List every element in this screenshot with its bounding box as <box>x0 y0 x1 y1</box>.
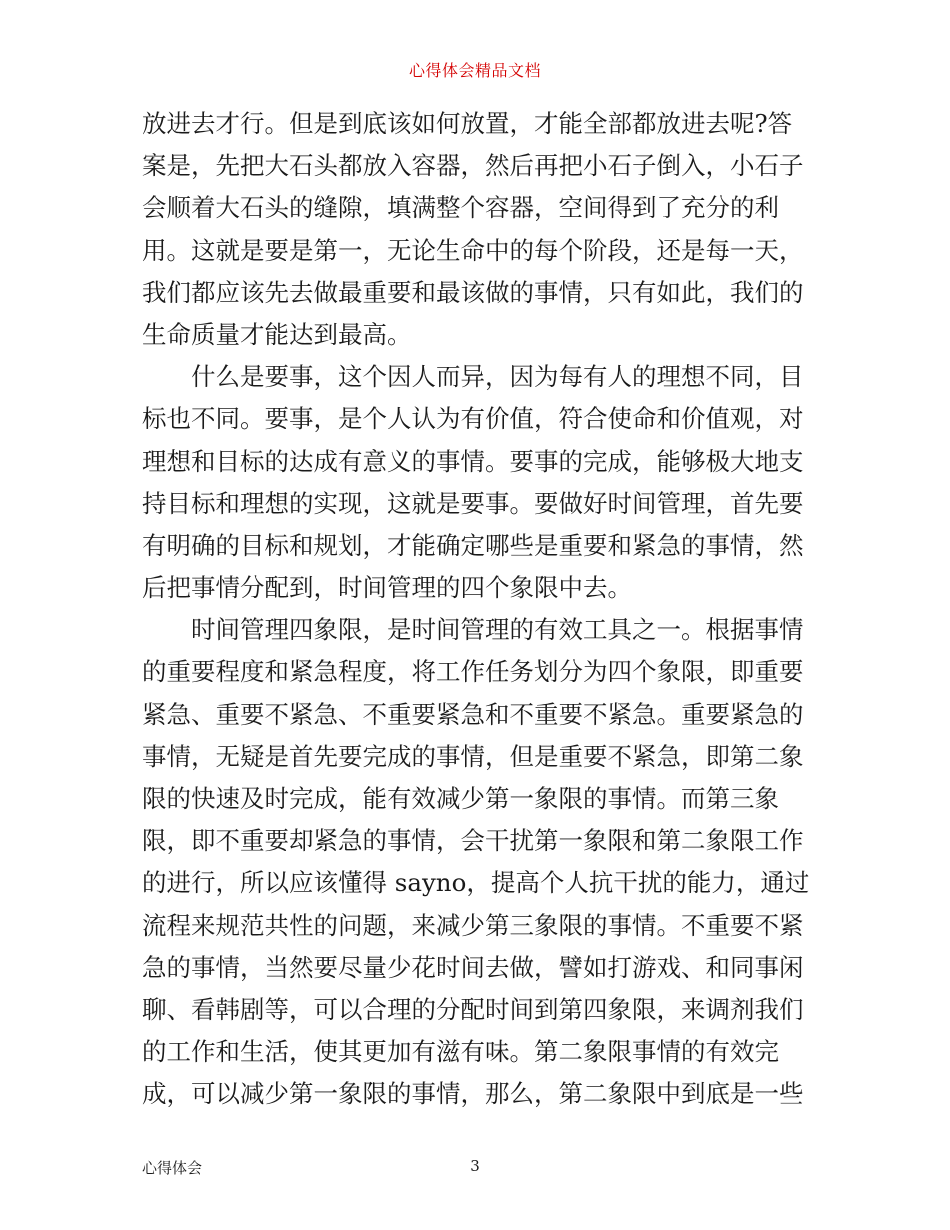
text-line: 持目标和理想的实现，这就是要事。要做好时间管理，首先要 <box>142 488 804 518</box>
text-line: 会顺着大石头的缝隙，填满整个容器，空间得到了充分的利 <box>142 193 779 223</box>
text-line: 标也不同。要事，是个人认为有价值，符合使命和价值观，对 <box>142 404 804 434</box>
text-line: 时间管理四象限，是时间管理的有效工具之一。根据事情 <box>142 615 804 645</box>
document-body <box>142 103 810 1116</box>
text-line: 的重要程度和紧急程度，将工作任务划分为四个象限，即重要 <box>142 657 804 687</box>
text-line: 放进去才行。但是到底该如何放置，才能全部都放进去呢?答 <box>142 109 793 138</box>
document-header: 心得体会精品文档 <box>408 61 541 80</box>
text-line: 限的快速及时完成，能有效减少第一象限的事情。而第三象 <box>142 784 779 813</box>
text-line: 的工作和生活，使其更加有滋有味。第二象限事情的有效完 <box>142 1037 779 1067</box>
text-line: 后把事情分配到，时间管理的四个象限中去。 <box>142 573 632 603</box>
text-line: 聊、看韩剧等，可以合理的分配时间到第四象限，来调剂我们 <box>142 994 804 1024</box>
footer-label: 心得体会 <box>142 1159 203 1177</box>
text-line: 有明确的目标和规划，才能确定哪些是重要和紧急的事情，然 <box>142 530 804 560</box>
text-line: 案是，先把大石头都放入容器，然后再把小石子倒入，小石子 <box>142 151 804 181</box>
text-line: 限，即不重要却紧急的事情，会干扰第一象限和第二象限工作 <box>142 826 804 856</box>
text-line: 我们都应该先去做最重要和最该做的事情，只有如此，我们的 <box>142 277 804 307</box>
text-line: 的进行，所以应该懂得 sayno，提高个人抗干扰的能力，通过 <box>142 868 810 898</box>
text-line: 成，可以减少第一象限的事情，那么，第二象限中到底是一些 <box>142 1079 804 1109</box>
text-line: 紧急、重要不紧急、不重要紧急和不重要不紧急。重要紧急的 <box>142 699 804 729</box>
text-line: 用。这就是要是第一，无论生命中的每个阶段，还是每一天， <box>142 235 804 265</box>
page-number: 3 <box>470 1157 480 1175</box>
text-line: 急的事情，当然要尽量少花时间去做，譬如打游戏、和同事闲 <box>142 952 804 982</box>
text-line: 事情，无疑是首先要完成的事情，但是重要不紧急，即第二象 <box>142 741 804 771</box>
text-line: 流程来规范共性的问题，来减少第三象限的事情。不重要不紧 <box>142 910 804 940</box>
text-line: 理想和目标的达成有意义的事情。要事的完成，能够极大地支 <box>142 446 804 476</box>
text-line: 生命质量才能达到最高。 <box>142 319 412 349</box>
text-line: 什么是要事，这个因人而异，因为每有人的理想不同，目 <box>142 362 804 392</box>
